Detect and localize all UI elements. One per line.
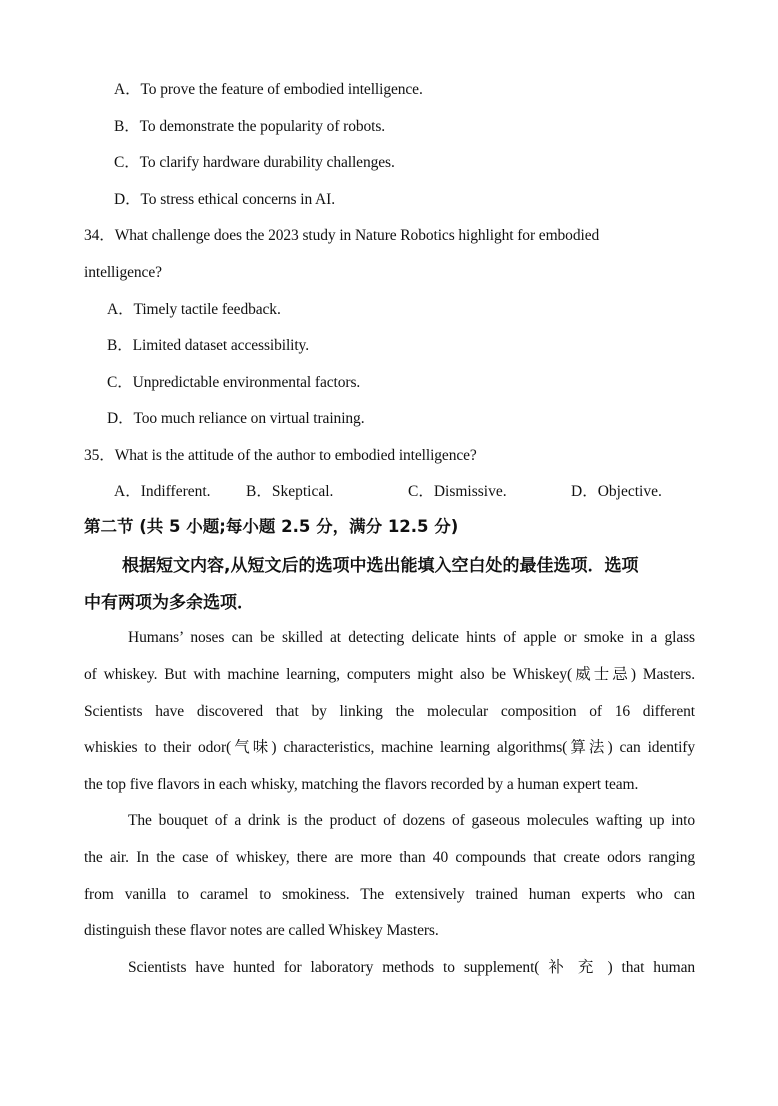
q34-option-d: D．Too much reliance on virtual training. [107, 410, 365, 427]
q34-option-a: A．Timely tactile feedback. [107, 301, 281, 318]
q34-stem-line2: intelligence? [84, 264, 162, 281]
q33-option-a: A．To prove the feature of embodied intelligence. [114, 81, 423, 98]
q33-option-d: D．To stress ethical concerns in AI. [114, 191, 335, 208]
passage-line: the top five flavors in each whisky, matching the flavors recorded by a human expert team. [84, 776, 639, 793]
passage-line: from vanilla to caramel to smokiness. The extensively trained human experts who can [84, 886, 695, 903]
q33-option-b: B．To demonstrate the popularity of robots. [114, 118, 386, 135]
q34-option-c: C．Unpredictable environmental factors. [107, 374, 361, 391]
q35-stem: 35．What is the attitude of the author to embodied intelligence? [84, 447, 477, 464]
passage-line: whiskies to their odor(气味) characteristics, machine learning algorithms(算法) can identify [84, 739, 695, 756]
q35-option-d: D．Objective. [571, 483, 662, 500]
passage-line: Scientists have discovered that by linking the molecular composition of 16 different [84, 703, 695, 720]
q35-option-b: B．Skeptical. [246, 483, 334, 500]
q33-option-c: C．To clarify hardware durability challenges. [114, 154, 395, 171]
section-instruction-line1: 根据短文内容,从短文后的选项中选出能填入空白处的最佳选项．选项 [122, 556, 639, 576]
q34-stem-line1: 34．What challenge does the 2023 study in Nature Robotics highlight for embodied [84, 227, 600, 244]
passage-line: Scientists have hunted for laboratory methods to supplement( 补 充 ) that human [128, 959, 695, 976]
passage-line: distinguish these flavor notes are called Whiskey Masters. [84, 922, 439, 939]
section-heading: 第二节 (共 5 小题;每小题 2.5 分，满分 12.5 分) [84, 517, 459, 536]
passage-line: the air. In the case of whiskey, there are more than 40 compounds that create odors ranging [84, 849, 695, 866]
q35-option-c: C．Dismissive. [408, 483, 507, 500]
section-instruction-line2: 中有两项为多余选项． [84, 593, 254, 613]
passage-line: The bouquet of a drink is the product of dozens of gaseous molecules wafting up into [128, 812, 695, 829]
q34-option-b: B．Limited dataset accessibility. [107, 337, 309, 354]
passage-line: Humans’ noses can be skilled at detecting delicate hints of apple or smoke in a glass [128, 629, 695, 646]
q35-option-a: A．Indifferent. [114, 483, 211, 500]
passage-line: of whiskey. But with machine learning, computers might also be Whiskey(威士忌) Masters. [84, 666, 695, 683]
